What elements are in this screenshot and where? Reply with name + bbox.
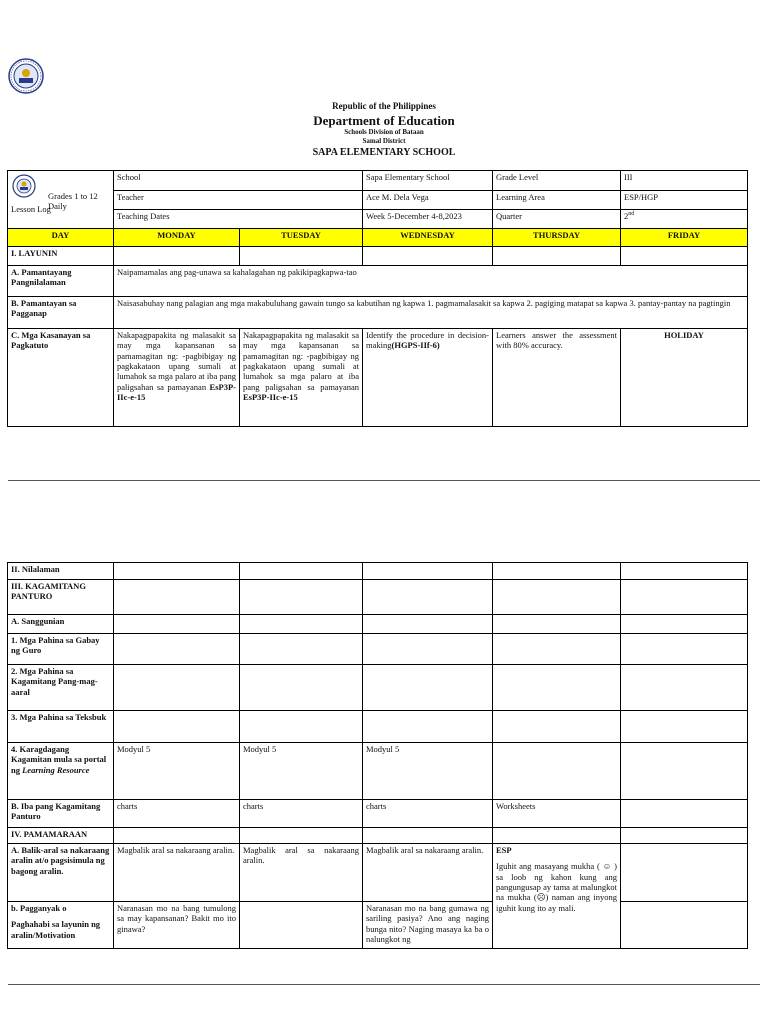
deped-small-seal-icon — [12, 174, 36, 198]
lesson-log-title-cell — [8, 171, 114, 229]
empty-cell — [240, 828, 363, 844]
day-header: DAY — [8, 229, 114, 247]
iba-pang-kagamitan-label: B. Iba pang Kagamitang Panturo — [8, 800, 114, 828]
empty-cell — [114, 665, 240, 711]
empty-cell — [621, 800, 748, 828]
empty-cell — [240, 634, 363, 665]
esp-label: ESP — [496, 845, 512, 855]
dates-label: Teaching Dates — [114, 210, 363, 229]
lesson-log-table-top — [7, 170, 748, 427]
empty-cell — [493, 743, 621, 800]
kagamitang-pang-mag-aaral-label: 2. Mga Pahina sa Kagamitang Pang-mag-aaral — [8, 665, 114, 711]
friday-header: FRIDAY — [621, 229, 748, 247]
teacher-value: Ace M. Dela Vega — [363, 191, 493, 210]
empty-cell — [621, 828, 748, 844]
kasanayan-monday-text: Nakapagpapakita ng malasakit sa may mga kapansanan sa pamamagitan ng: -pagbibigay ng pagkakataon upang sumali at lumahok sa mga palaro at iba pang paligsahan sa pamayanan — [117, 330, 236, 392]
area-value: ESP/HGP — [621, 191, 748, 210]
pagganyak-text: b. Pagganyak o — [11, 903, 67, 913]
kasanayan-tuesday-text: Nakapagpapakita ng malasakit sa may mga kapansanan sa pamamagitan ng: -pagbibigay ng pagkakataon upang sumali at lumahok sa mga palaro at iba pang paligsahan sa pamayanan — [243, 330, 359, 392]
gabay-ng-guro-label: 1. Mga Pahina sa Gabay ng Guro — [8, 634, 114, 665]
kasanayan-wednesday-code: (HGPS-IIf-6) — [391, 340, 440, 351]
division-line: Schools Division of Bataan — [344, 128, 424, 136]
empty-cell — [240, 711, 363, 743]
kasanayan-monday-code: EsP3P-IIc-e-15 — [117, 381, 236, 403]
karagdagang-text: 4. Karagdagang Kagamitan mula sa portal ng — [11, 744, 107, 775]
pagganyak-wednesday: Naranasan mo na bang gumawa ng sariling pasiya? Ano ang naging bunga nito? Naging masaya ka ba o nalungkot ng — [363, 902, 493, 949]
teacher-label: Teacher — [114, 191, 363, 210]
modyul-tuesday: Modyul 5 — [240, 743, 363, 800]
empty-cell — [621, 615, 748, 634]
teksbuk-label: 3. Mga Pahina sa Teksbuk — [8, 711, 114, 743]
empty-cell — [240, 665, 363, 711]
empty-cell — [114, 247, 240, 266]
kasanayan-wednesday — [363, 329, 493, 427]
thursday-header: THURSDAY — [493, 229, 621, 247]
quarter-value — [621, 210, 748, 229]
modyul-monday: Modyul 5 — [114, 743, 240, 800]
empty-cell — [493, 665, 621, 711]
empty-cell — [363, 828, 493, 844]
page-divider — [8, 480, 760, 481]
empty-cell — [363, 615, 493, 634]
quarter-label: Quarter — [493, 210, 621, 229]
kasanayan-tuesday — [240, 329, 363, 427]
pagganyak-monday: Naranasan mo na bang tumulong sa may kapansanan? Bakit mo ito ginawa? — [114, 902, 240, 949]
republic-line: Republic of the Philippines — [332, 101, 436, 111]
empty-cell — [114, 615, 240, 634]
school-value: Sapa Elementary School — [363, 171, 493, 191]
pagganyak-label — [8, 902, 114, 949]
wednesday-header: WEDNESDAY — [363, 229, 493, 247]
kasanayan-tuesday-code: EsP3P-IIc-e-15 — [243, 392, 298, 403]
kasanayan-wednesday-text: Identify the procedure in decision-making — [366, 330, 489, 351]
grade-value: III — [621, 171, 748, 191]
paghahabi-text: Paghahabi sa layunin ng aralin/Motivation — [11, 919, 101, 940]
empty-cell — [240, 563, 363, 580]
balik-aral-label: A. Balik-aral sa nakaraang aralin at/o pagsisimula ng bagong aralin. — [8, 844, 114, 902]
esp-instructions: Iguhit ang masayang mukha ( ☺ ) sa loob ng kahon kung ang pangungusap ay tama at malungkot na mukha (☹) naman ang inyong iguhit kung ito ay mali. — [496, 861, 617, 913]
lesson-log-title-2: Lesson Log — [11, 204, 51, 214]
area-label: Learning Area — [493, 191, 621, 210]
department-title: Department of Education — [313, 113, 455, 128]
balik-aral-monday: Magbalik aral sa nakaraang aralin. — [114, 844, 240, 902]
kasanayan-thursday: Learners answer the assessment with 80% accuracy. — [493, 329, 621, 427]
empty-cell — [493, 247, 621, 266]
empty-cell — [240, 615, 363, 634]
modyul-wednesday: Modyul 5 — [363, 743, 493, 800]
sanggunian-label: A. Sanggunian — [8, 615, 114, 634]
empty-cell — [493, 580, 621, 615]
kasanayan-monday — [114, 329, 240, 427]
empty-cell — [363, 563, 493, 580]
empty-cell — [114, 580, 240, 615]
empty-cell — [621, 711, 748, 743]
pamantayan-sa-pagganap-text: Naisasabuhay nang palagian ang mga makabuluhang gawain tungo sa kabutihan ng kapwa 1. pagmamalasakit sa kapwa 2. pagiging matapat sa kapwa 3. pantay-pantay na pagtingin — [114, 297, 748, 329]
pamantayang-pangnilalaman-label: A. Pamantayang Pangnilalaman — [8, 266, 114, 297]
school-label: School — [114, 171, 363, 191]
district-line: Samal District — [362, 137, 406, 145]
learning-resource-text: Learning Resource — [22, 764, 90, 775]
mga-kasanayan-label: C. Mga Kasanayan sa Pagkatuto — [8, 329, 114, 427]
empty-cell — [363, 665, 493, 711]
empty-cell — [493, 634, 621, 665]
charts-tuesday: charts — [240, 800, 363, 828]
page-divider-bottom — [8, 984, 760, 985]
pamamaraan-label: IV. PAMAMARAAN — [8, 828, 114, 844]
quarter-number: 2 — [624, 211, 629, 221]
empty-cell — [493, 711, 621, 743]
monday-header: MONDAY — [114, 229, 240, 247]
empty-cell — [621, 665, 748, 711]
empty-cell — [621, 580, 748, 615]
empty-cell — [621, 563, 748, 580]
empty-cell — [240, 247, 363, 266]
empty-cell — [240, 902, 363, 949]
grade-label: Grade Level — [493, 171, 621, 191]
balik-aral-tuesday: Magbalik aral sa nakaraang aralin. — [240, 844, 363, 902]
empty-cell — [363, 711, 493, 743]
deped-seal-icon — [8, 58, 44, 94]
empty-cell — [493, 828, 621, 844]
empty-cell — [114, 634, 240, 665]
tuesday-header: TUESDAY — [240, 229, 363, 247]
empty-cell — [621, 247, 748, 266]
balik-aral-wednesday: Magbalik aral sa nakaraang aralin. — [363, 844, 493, 902]
kagamitang-panturo-label: III. KAGAMITANG PANTURO — [8, 580, 114, 615]
quarter-suffix: nd — [628, 211, 635, 218]
lesson-log-table-bottom — [7, 562, 748, 949]
empty-cell — [493, 615, 621, 634]
worksheets-thursday: Worksheets — [493, 800, 621, 828]
empty-cell — [621, 743, 748, 800]
empty-cell — [621, 634, 748, 665]
empty-cell — [363, 580, 493, 615]
empty-cell — [621, 844, 748, 902]
pamantayang-pangnilalaman-text: Naipamamalas ang pag-unawa sa kahalagahan ng pakikipagkapwa-tao — [114, 266, 748, 297]
empty-cell — [363, 247, 493, 266]
charts-monday: charts — [114, 800, 240, 828]
empty-cell — [114, 563, 240, 580]
layunin-label: I. LAYUNIN — [8, 247, 114, 266]
kasanayan-friday-holiday: HOLIDAY — [621, 329, 748, 427]
empty-cell — [240, 580, 363, 615]
school-name: SAPA ELEMENTARY SCHOOL — [312, 147, 456, 158]
pamantayan-sa-pagganap-label: B. Pamantayan sa Pagganap — [8, 297, 114, 329]
karagdagang-kagamitan-label — [8, 743, 114, 800]
empty-cell — [114, 711, 240, 743]
empty-cell — [621, 902, 748, 949]
esp-activity — [493, 844, 621, 949]
nilalaman-label: II. Nilalaman — [8, 563, 114, 580]
empty-cell — [493, 563, 621, 580]
dates-value: Week 5-December 4-8,2023 — [363, 210, 493, 229]
lesson-log-title-1: Grades 1 to 12 Daily — [48, 191, 98, 212]
empty-cell — [363, 634, 493, 665]
charts-wednesday: charts — [363, 800, 493, 828]
empty-cell — [114, 828, 240, 844]
